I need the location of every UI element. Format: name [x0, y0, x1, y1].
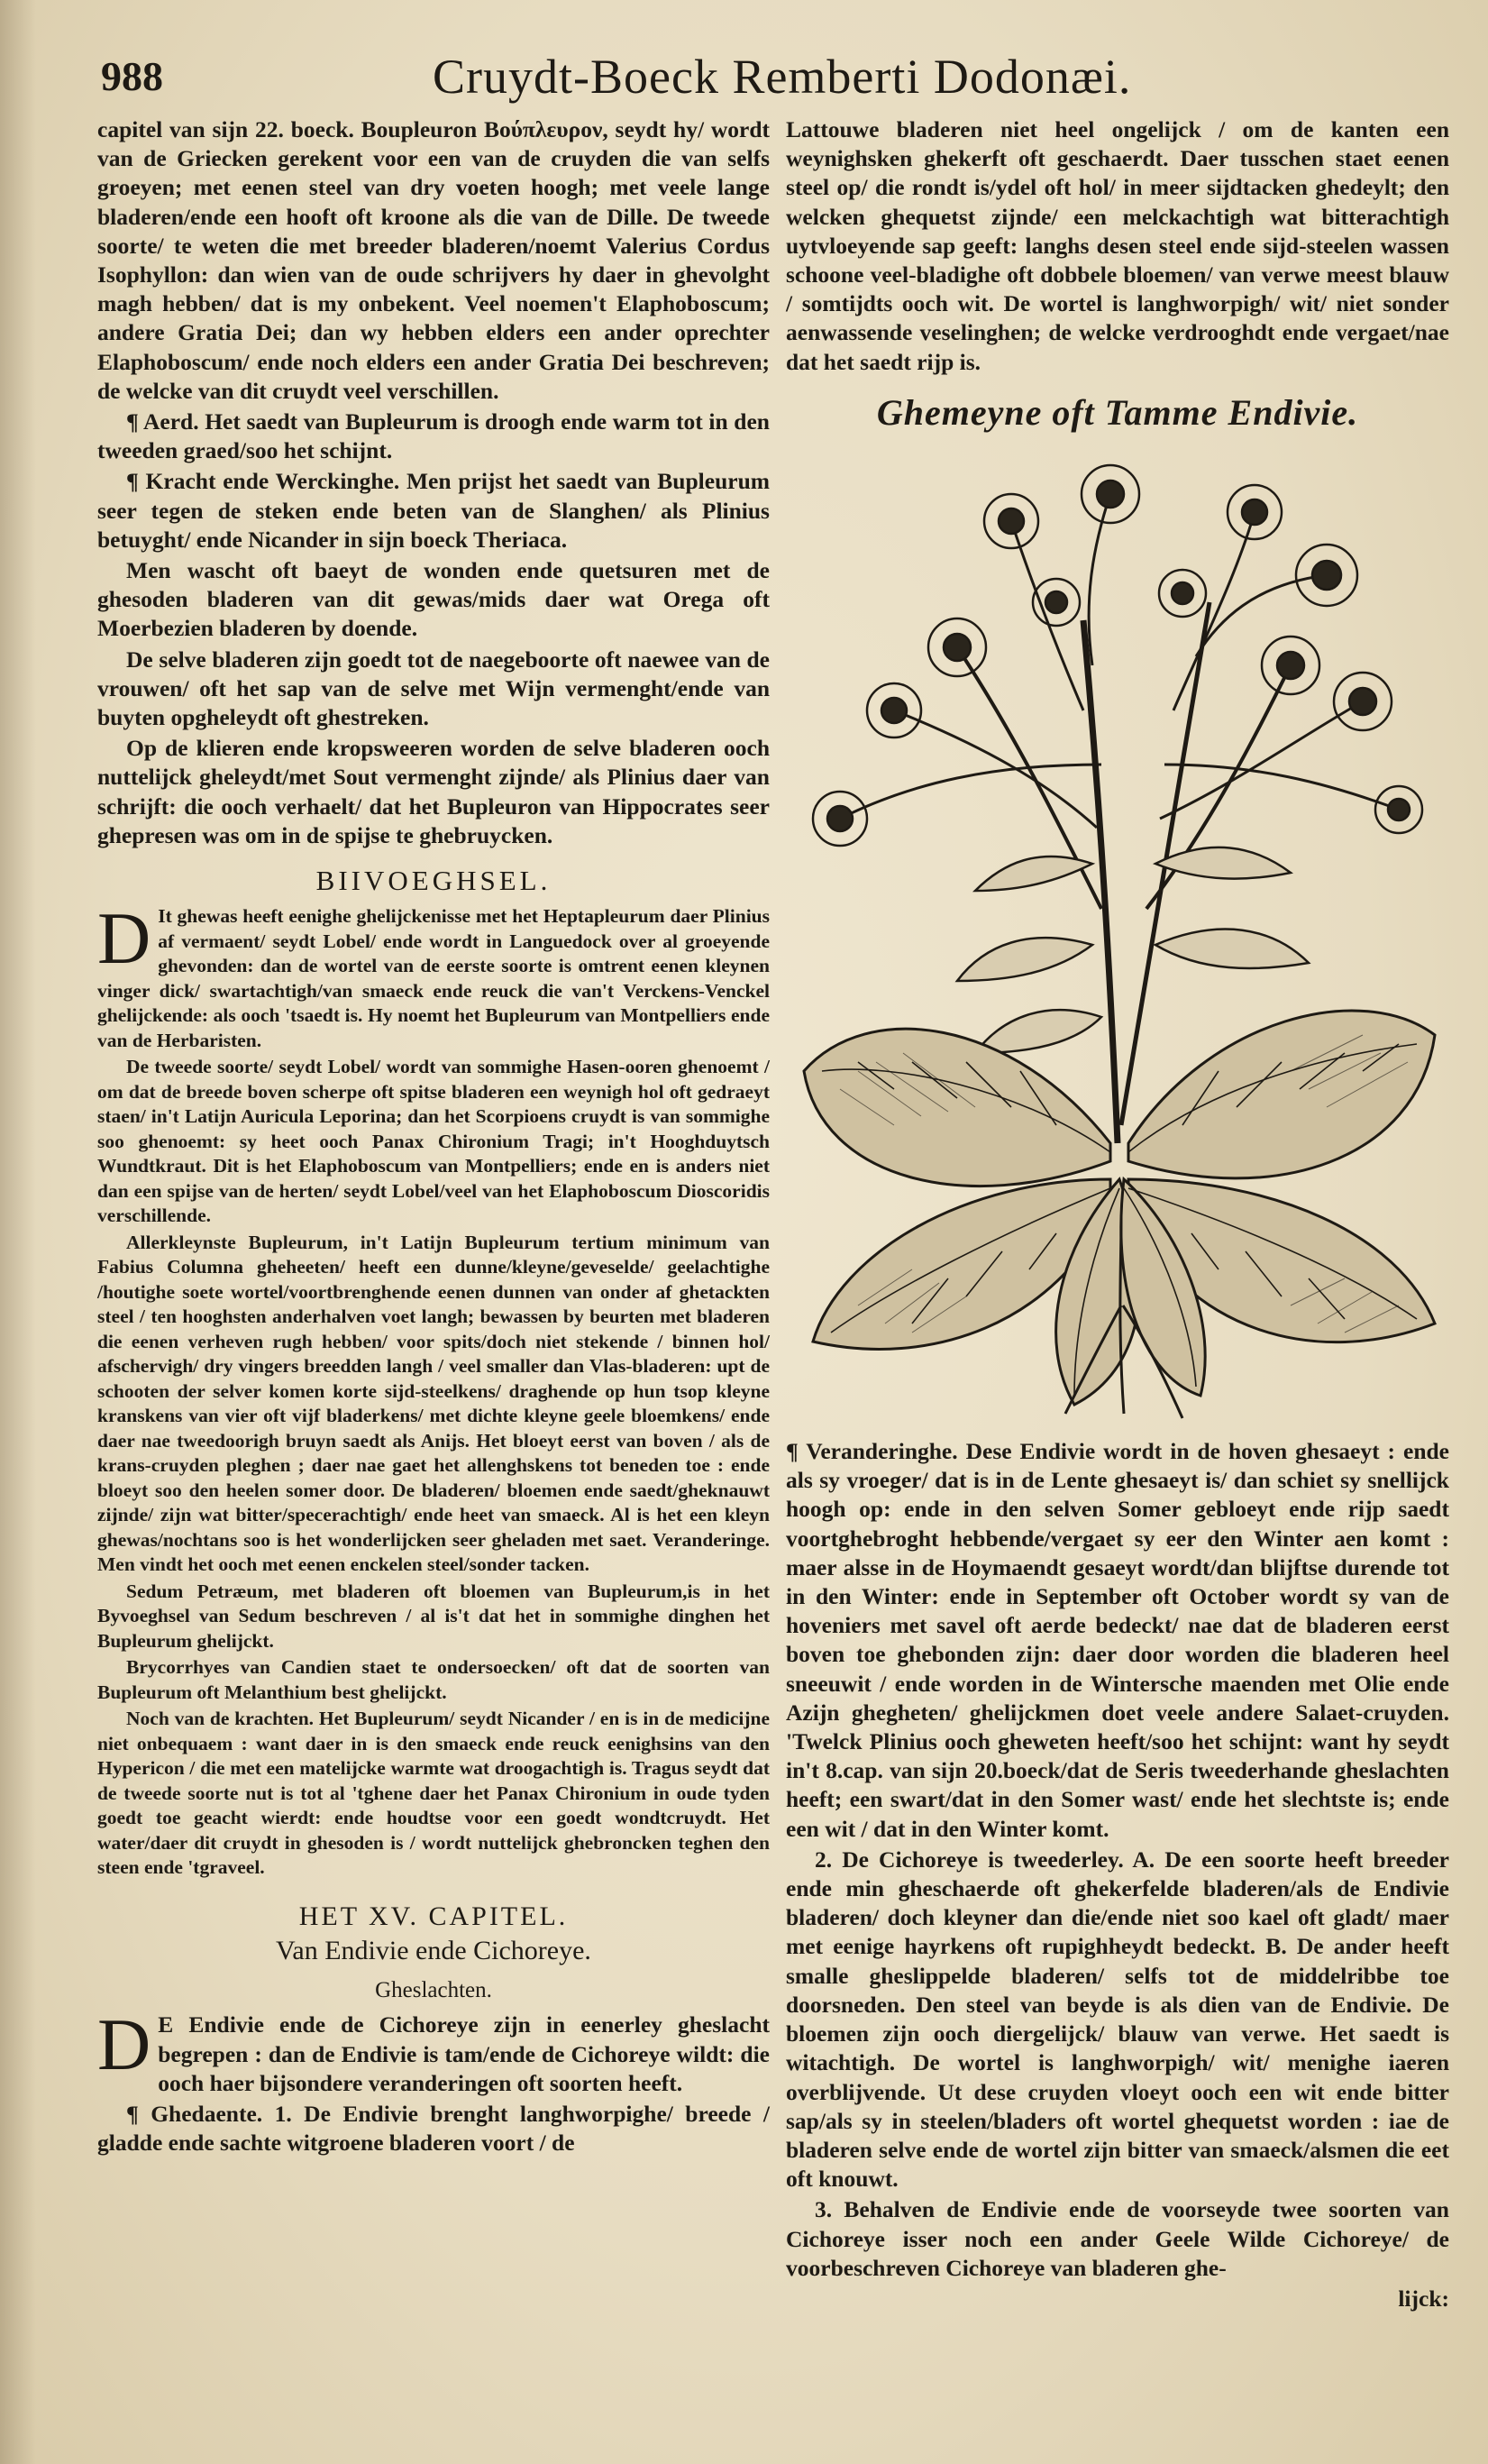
paragraph: Sedum Petræum, met bladeren oft bloemen van Bupleurum,is in het Byvoeghsel van Sedum beschreven / al is't dat het in sommighe dinghen het Bupleurum ghelijckt.	[97, 1580, 770, 1652]
paragraph: Men wascht oft baeyt de wonden ende quetsuren met de ghesoden bladeren van dit gewas/mids daer wat Orega oft Moerbezien bladeren by doende.	[97, 557, 770, 642]
section-heading: BIIVOEGHSEL.	[315, 865, 552, 897]
chapter-subtitle: Van Endivie ende Cichoreye.	[276, 1935, 591, 1965]
paragraph: Brycorrhyes van Candien staet te ondersoecken/ oft dat de soorten van Bupleurum oft Melanthium best ghelijckt.	[97, 1656, 770, 1703]
running-title: Cruydt-Boeck Remberti Dodonæi.	[433, 50, 1132, 104]
chapter-title: HET XV. CAPITEL.	[298, 1901, 569, 1931]
paragraph: De selve bladeren zijn goedt tot de naegeboorte oft naewee van de vrouwen/ oft het sap van de selve met Wijn vermenght/ende van buyten opgheleydt oft ghestreken.	[97, 646, 770, 731]
paragraph: ¶ Kracht ende Werckinghe. Men prijst het saedt van Bupleurum seer tegen de steken ende beten van de Slanghen/ als Plinius betuyght/ ende Nicander in sijn boeck Theriaca.	[97, 468, 770, 553]
paragraph: 3. Behalven de Endivie ende de voorseyde twee soorten van Cichoreye isser noch een ander Geele Wilde Cichoreye/ de voorbeschreven Cichoreye van bladeren ghe-	[786, 2196, 1449, 2281]
paragraph: Allerkleynste Bupleurum, in't Latijn Bupleurum tertium minimum van Fabius Columna gheheeten/ heeft een dunne/kleyne/geveselde/ geelachtighe /houtighe soete wortel/voortbrenghende eenen dunnen van onder af ghetackten steel / ten hooghsten anderhalven voet langh; bewassen by beurten met bladeren die eenen verheven rugh hebben/ voor spits/doch niet stekende / binnen hol/ afschervigh/ dry vingers breedden langh / veel smaller dan Vlas-bladeren: upt de schooten der selver komen korte sijd-steelkens/ draghende op hun tsop kleyne kranskens van vier oft vijf bladerkens/ met dichte kleyne geele bloemkens/ ende daer nae tweedoorigh bruyn saedt als Anijs. Het bloeyt eerst van boven / als de krans-cruyden pleghen ; daer nae gaet het allenghskens tot beneden toe : ende bloeyt soo den heelen somer door. De bladeren/ bloemen ende saedt/gheknauwt zijnde/ zijn wat bitter/specerachtigh/ ende heet van smaeck. Al is het een kleyn ghewas/nochtans soo is het wonderlijcken seer gheladen met saet. Veranderinge. Men vindt het ooch met eenen enckelen steel/sonder tacken.	[97, 1231, 770, 1576]
figure-title: Ghemeyne oft Tamme Endivie.	[876, 391, 1359, 433]
paragraph	[97, 2003, 770, 2098]
chapter-subsection: Gheslachten.	[375, 1978, 492, 2003]
paragraph: ¶ Aerd. Het saedt van Bupleurum is droogh ende warm tot in den tweeden graed/soo het schijnt.	[97, 408, 770, 464]
paragraph: De tweede soorte/ seydt Lobel/ wordt van sommighe Hasen-ooren ghenoemt / om dat de breede boven scherpe oft spitse bladeren een weynigh hol oft gedraeyt staen/ in't Latijn Auricula Leporina; dan het Scorpioens cruydt is van sommighe soo ghenoemt: sy heet ooch Panax Chironium Tragi; in't Hooghduytsch Wundtkraut. Dit is het Elaphoboscum van Montpelliers; ende en is anders niet dan een spijse van de herten/ seydt Lobel/veel van het Elaphoboscum Dioscoridis verschillende.	[97, 1056, 770, 1227]
endive-plant-drawing	[786, 440, 1449, 1423]
page-number: 988	[101, 53, 163, 99]
endive-woodcut-illustration	[786, 440, 1449, 1423]
biivoeghsel-section	[97, 897, 770, 1881]
paragraph: 2. De Cichoreye is tweederley. A. De een soorte heeft breeder ende min gheschaerde oft ghekerfelde bladeren/als de Endivie bladeren/ doch kleyner dan die/ende niet soo kael oft gladt/ maer met eenige hayrkens oft rupighheydt bedeckt. B. De ander heeft smalle gheslippelde bladeren/ selfs tot de middelribbe toe doorsneden. Den steel van beyde is als dien van de Endivie. De bloemen zijn ooch diergelijck/ blauw van verwe. Het saedt is witachtigh. De wortel is langhworpigh/ wit/ menighe iaeren overblijvende. Ut dese cruyden vloeyt ooch een wit ende bitter sap/als sy in steelen/bladers oft wortel ghequetst worden : iae de bladeren selve ende de wortel zijn bitter van smaeck/alsmen die eet oft knouwt.	[786, 1846, 1449, 2193]
paragraph	[97, 897, 770, 1053]
page-header	[0, 43, 1488, 124]
paragraph-text: E Endivie ende de Cichoreye zijn in eenerley gheslacht begrepen : dan de Endivie is tam/ende de Cichoreye wildt: die ooch haer bijsondere veranderingen oft soorten heeft.	[158, 2011, 770, 2096]
paragraph: Noch van de krachten. Het Bupleurum/ seydt Nicander / en is in de medicijne niet onbequaem : want daer in is den smaeck ende reuck eenighsins van den Hypericon / die met een matelijcke warmte wat droogachtigh is. Tragus seydt dat de tweede soorte nut is tot al 'tghene daer het Panax Chironium in oude tyden goedt toe geacht wierdt: ende houdtse voor een goedt wondtcruydt. Het water/daer dit cruydt in ghesoden is / wordt nuttelijck ghebroncken teghen den steen ende 'tgraveel.	[97, 1708, 770, 1879]
drop-cap: D	[97, 897, 151, 980]
catchword: lijck:	[1398, 2285, 1449, 2312]
paragraph: ¶ Ghedaente. 1. De Endivie brenght langhworpighe/ breede / gladde ende sachte witgroene bladeren voort / de	[97, 2101, 770, 2157]
drop-cap: D	[97, 2003, 151, 2086]
left-column	[97, 115, 770, 2159]
paragraph: ¶ Veranderinghe. Dese Endivie wordt in de hoven ghesaeyt : ende als sy vroeger/ dat is in de Lente ghesaeyt is/ dan schiet sy snellijck hoogh op: ende in den selven Somer gebloeyt ende rijp saedt voortghebroght hebbende/vergaet sy eer den Winter aen komt : maer alsse in de Hoymaendt gesaeyt wordt/dan blijftse durende tot in den Winter: ende in September oft October wordt sy van de hoveniers met savel oft aerde bedeckt/ nae dat de bladeren eerst boven toe ghebonden zijn: daer door worden die bladeren heel sneeuwit / ende worden in de Wintersche maenden met Olie ende Azijn ghegheten/ ghelijckmen doet veele andere Salaet-cruyden. 'Twelck Plinius ooch gheweten heeft/soo het schijnt: want hy seydt in't 8.cap. van sijn 20.boeck/dat de Seris tweederhande gheslachten heeft; een swart/dat in den Somer wast/ ende het slechtste is; ende een wit / dat in den Winter komt.	[786, 1438, 1449, 1842]
paragraph: Lattouwe bladeren niet heel ongelijck / om de kanten een weynighsken ghekerft oft geschaerdt. Daer tusschen staet eenen steel op/ die rondt is/ydel oft hol/ in meer sijdtacken ghedeylt; den welcken ghequetst zijnde/ een melckachtigh wat bitterachtigh uytvloeyende sap geeft: langhs desen steel ende sijd-steelen wassen schoone veel-bladighe oft dobbele bloemen/ van verwe meest blauw / somtijdts ooch wit. De wortel is langhworpigh/ wit/ niet sonder aenwassende veselinghen; de welcke verdrooghdt ende vergaet/nae dat het saedt rijp is.	[786, 116, 1449, 375]
paragraph: capitel van sijn 22. boeck. Boupleuron Βούπλευρον, seydt hy/ wordt van de Griecken gerekent voor een van de cruyden die van selfs groeyen; met eenen steel van dry voeten hoogh; met veele lange bladeren/ende een hooft oft kroone als die van de Dille. De tweede soorte/ te weten die met breeder bladeren/noemt Valerius Cordus Isophyllon: dan wien van de oude schrijvers hy daer in ghevolght magh hebben/ dat is my onbekent. Veel noemen't Elaphoboscum; andere Gratia Dei; dan wy hebben elders een ander oprechter Elaphoboscum/ ende noch elders een ander Gratia Dei beschreven; de welcke van dit cruydt veel verschillen.	[97, 116, 770, 404]
paragraph: Op de klieren ende kropsweeren worden de selve bladeren ooch nuttelijck gheleydt/met Sout vermenght zijnde/ als Plinius daer van schrijft: die ooch verhaelt/ dat het Bupleuron van Hippocrates seer ghepresen was om in de spijse te ghebruycken.	[97, 735, 770, 848]
paragraph-text: It ghewas heeft eenighe ghelijckenisse met het Heptapleurum daer Plinius af vermaent/ seydt Lobel/ ende wordt in Languedock over al groeyende ghevonden: dan de wortel van de eerste soorte is omtrent eenen kleynen vinger dick/ swartachtigh/van smaeck ende reuck die van't Verckens-Venckel ghelijckende: als ooch 'tsaedt is. Hy noemt het Bupleurum van Montpelliers ende van de Herbaristen.	[97, 905, 770, 1051]
gutter-shadow	[0, 0, 36, 2464]
right-column	[786, 115, 1449, 2313]
